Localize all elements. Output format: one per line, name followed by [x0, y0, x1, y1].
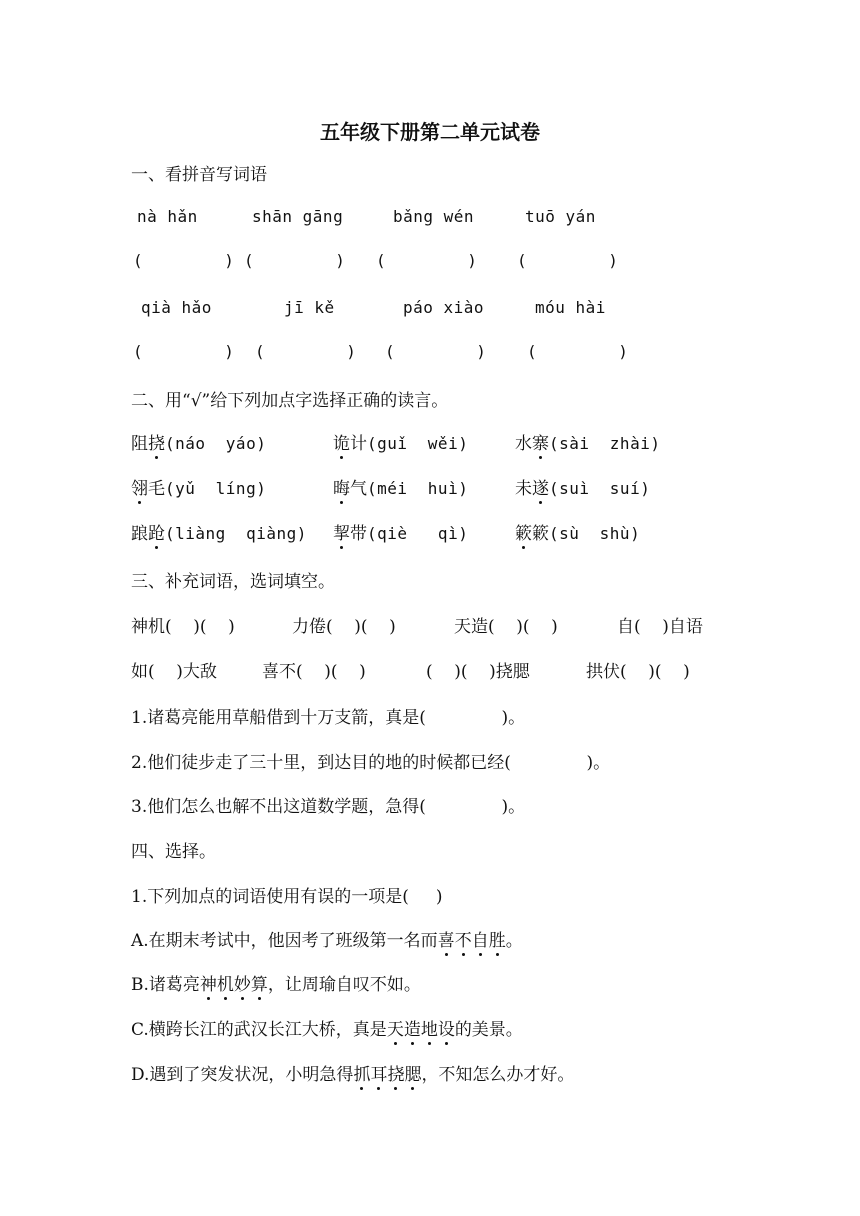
choice-option-c[interactable]: C.横跨长江的武汉长江大桥，真是天造地设的美景。 [131, 1015, 523, 1040]
dotted-char: 自 [472, 926, 489, 951]
idiom-fill[interactable]: 拱伏( )( ) [586, 662, 690, 682]
answer-blank[interactable]: ( ) [385, 342, 487, 361]
pinyin-4: tuō yán [525, 207, 596, 226]
dotted-char: 挈 [333, 519, 350, 544]
fill-question-2[interactable]: 2.他们徒步走了三十里，到达目的地的时候都已经( )。 [131, 753, 611, 773]
choice-question[interactable]: 1.下列加点的词语使用有误的一项是( ) [131, 887, 443, 907]
reading-item: 踉跄(liàng qiàng) [131, 519, 307, 544]
dotted-char: 诡 [333, 429, 350, 454]
reading-item: 阻挠(náo yáo) [131, 429, 266, 454]
reading-item: 翎毛(yǔ líng) [131, 474, 266, 499]
dotted-char: 抓 [353, 1060, 370, 1085]
dotted-char: 不 [455, 926, 472, 951]
idiom-fill[interactable]: 喜不( )( ) [262, 662, 366, 682]
dotted-word [200, 975, 268, 995]
dotted-char: 喜 [438, 926, 455, 951]
reading-item: 水寨(sài zhài) [515, 429, 660, 454]
section-1-heading: 一、看拼音写词语 [131, 165, 267, 185]
answer-blank[interactable]: ( ) [133, 342, 235, 361]
idiom-fill[interactable]: 自( )自语 [617, 617, 703, 637]
answer-blank[interactable]: ( ) [376, 251, 478, 270]
reading-item: 挈带(qiè qì) [333, 519, 468, 544]
fill-question-3[interactable]: 3.他们怎么也解不出这道数学题，急得( )。 [131, 797, 526, 817]
dotted-char: 天 [387, 1015, 404, 1040]
idiom-fill[interactable]: ( )( )挠腮 [426, 662, 530, 682]
dotted-char: 妙 [234, 970, 251, 995]
choice-option-b[interactable]: B.诸葛亮神机妙算，让周瑜自叹不如。 [131, 970, 421, 995]
reading-item: 晦气(méi huì) [333, 474, 468, 499]
section-4-heading: 四、选择。 [131, 842, 216, 862]
pinyin-5: qià hǎo [141, 298, 212, 317]
pinyin-8: móu hài [535, 298, 606, 317]
dotted-char: 设 [438, 1015, 455, 1040]
dotted-char: 胜 [489, 926, 506, 951]
dotted-char: 遂 [532, 474, 549, 499]
dotted-char: 簌 [515, 519, 532, 544]
page-title: 五年级下册第二单元试卷 [320, 120, 540, 144]
dotted-char: 翎 [131, 474, 148, 499]
idiom-fill[interactable]: 天造( )( ) [454, 617, 558, 637]
answer-blank[interactable]: ( ) [255, 342, 357, 361]
dotted-char: 晦 [333, 474, 350, 499]
dotted-char: 地 [421, 1015, 438, 1040]
reading-item: 未遂(suì suí) [515, 474, 650, 499]
pinyin-3: bǎng wén [393, 207, 475, 226]
pinyin-2: shān gāng [252, 207, 344, 226]
reading-item: 诡计(guǐ wěi) [333, 429, 468, 454]
pinyin-7: páo xiào [403, 298, 485, 317]
answer-blank[interactable]: ( ) [527, 342, 629, 361]
idiom-fill[interactable]: 神机( )( ) [131, 617, 235, 637]
dotted-word [387, 1020, 455, 1040]
dotted-char: 寨 [532, 429, 549, 454]
pinyin-1: nà hǎn [137, 207, 198, 226]
fill-question-1[interactable]: 1.诸葛亮能用草船借到十万支箭，真是( )。 [131, 708, 526, 728]
dotted-char: 挠 [148, 429, 165, 454]
dotted-char: 神 [200, 970, 217, 995]
dotted-char: 挠 [387, 1060, 404, 1085]
choice-option-d[interactable]: D.遇到了突发状况，小明急得抓耳挠腮，不知怎么办才好。 [131, 1060, 574, 1085]
dotted-char: 造 [404, 1015, 421, 1040]
dotted-char: 算 [251, 970, 268, 995]
section-2-heading: 二、用“√”给下列加点字选择正确的读言。 [131, 391, 449, 411]
dotted-word [438, 931, 506, 951]
pinyin-6: jī kě [284, 298, 335, 317]
answer-blank[interactable]: ( ) [517, 251, 619, 270]
dotted-char: 耳 [370, 1060, 387, 1085]
dotted-word [353, 1065, 421, 1085]
choice-option-a[interactable]: A.在期末考试中，他因考了班级第一名而喜不自胜。 [131, 926, 523, 951]
section-3-heading: 三、补充词语，选词填空。 [131, 572, 335, 592]
dotted-char: 腮 [404, 1060, 421, 1085]
answer-blank[interactable]: ( ) [133, 251, 235, 270]
dotted-char: 机 [217, 970, 234, 995]
idiom-fill[interactable]: 力倦( )( ) [292, 617, 396, 637]
answer-blank[interactable]: ( ) [244, 251, 346, 270]
dotted-char: 跄 [148, 519, 165, 544]
reading-item: 簌簌(sù shù) [515, 519, 640, 544]
idiom-fill[interactable]: 如( )大敌 [131, 662, 217, 682]
